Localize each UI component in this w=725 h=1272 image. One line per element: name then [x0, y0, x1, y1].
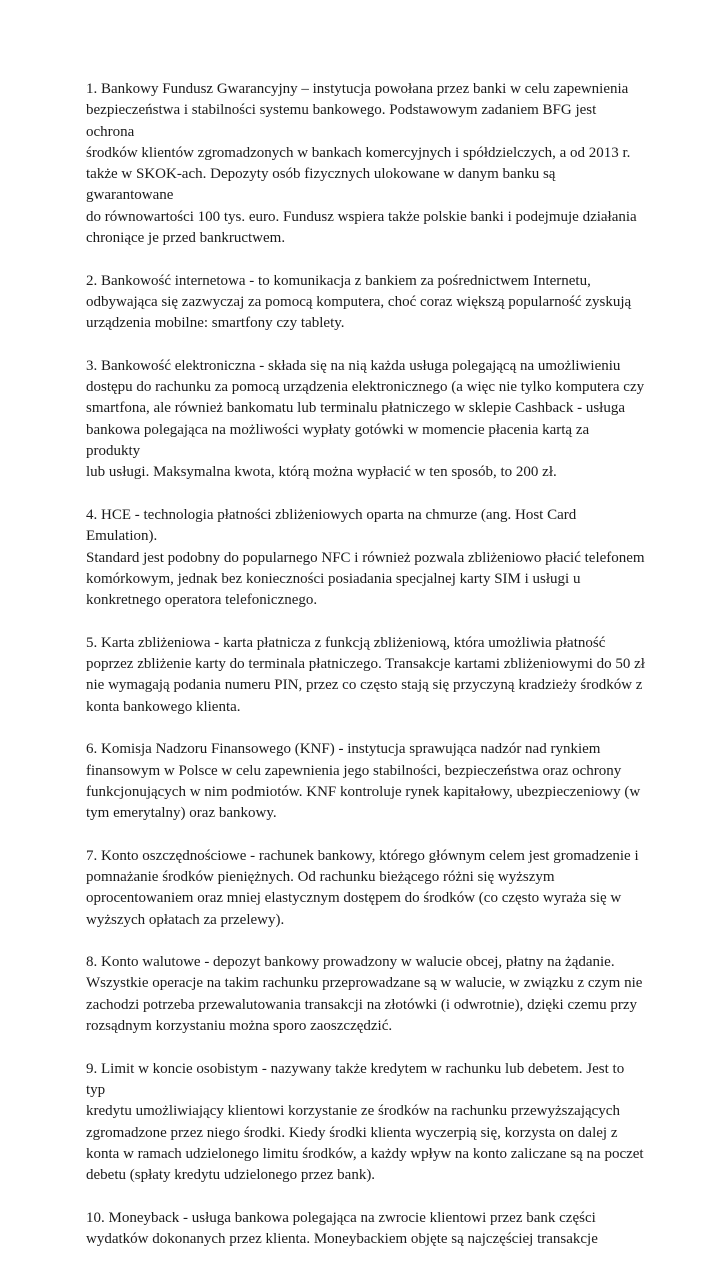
glossary-entry-savings-account: 7. Konto oszczędnościowe - rachunek bankowy, którego głównym celem jest gromadzenie i pomnażanie środków pieniężnych. Od rachunku bieżącego różni się wyższym oprocentowaniem oraz mniej elastycznym dostępem do środków (co często wyraża się w wyższych opłatach za przelewy). [86, 847, 639, 928]
glossary-entry-currency-account: 8. Konto walutowe - depozyt bankowy prowadzony w walucie obcej, płatny na żądanie. Wszystkie operacje na takim rachunku przeprowadzane są w walucie, w związku z czym nie zachodzi potrzeba przewalutowania transakcji na złotówki (i odwrotnie), dzięki czemu przy rozsądnym korzystaniu można sporo zaoszczędzić. [86, 954, 643, 1035]
glossary-entry-knf: 6. Komisja Nadzoru Finansowego (KNF) - instytucja sprawująca nadzór nad rynkiem finansowym w Polsce w celu zapewnienia jego stabilności, bezpieczeństwa oraz ochrony funkcjonujących w nim podmiotów. KNF kontroluje rynek kapitałowy, ubezpieczeniowy (w tym emerytalny) oraz bankowy. [86, 741, 641, 822]
glossary-entry-moneyback: 10. Moneyback - usługa bankowa polegająca na zwrocie klientowi przez bank części wydatków dokonanych przez klienta. Moneybackiem objęte są najczęściej transakcje [86, 1209, 598, 1248]
glossary-entry-contactless-card: 5. Karta zbliżeniowa - karta płatnicza z funkcją zbliżeniową, która umożliwia płatność poprzez zbliżenie karty do terminala płatniczego. Transakcje kartami zbliżeniowymi do 50 zł nie wymagają podania numeru PIN, przez co często stają się przyczyną kradzieży środków z konta bankowego klienta. [86, 634, 645, 715]
glossary-entry-hce: 4. HCE - technologia płatności zbliżeniowych oparta na chmurze (ang. Host Card Emulation). Standard jest podobny do popularnego NFC i również pozwala zbliżeniowo płacić telefonem komórkowym, jednak bez konieczności posiadania specjalnej karty SIM i usługi u konkretnego operatora telefonicznego. [86, 506, 645, 609]
document-page [86, 79, 646, 1272]
glossary-entry-internet-banking: 2. Bankowość internetowa - to komunikacja z bankiem za pośrednictwem Internetu, odbywająca się zazwyczaj za pomocą komputera, choć coraz większą popularność zyskują urządzenia mobilne: smartfony czy tablety. [86, 272, 632, 332]
glossary-entry-bfg: 1. Bankowy Fundusz Gwarancyjny – instytucja powołana przez banki w celu zapewnienia bezpieczeństwa i stabilności systemu bankowego. Podstawowym zadaniem BFG jest ochrona środków klientów zgromadzonych w bankach komercyjnych i spółdzielczych, a od 2013 r. także w SKOK-ach. Depozyty osób fizycznych ulokowane w danym banku są gwarantowane do równowartości 100 tys. euro. Fundusz wspiera także polskie banki i podejmuje działania chroniące je przed bankructwem. [86, 81, 637, 247]
glossary-entry-overdraft-limit: 9. Limit w koncie osobistym - nazywany także kredytem w rachunku lub debetem. Jest to typ kredytu umożliwiający klientowi korzystanie ze środków na rachunku przewyższających zgromadzone przez niego środki. Kiedy środki klienta wyczerpią się, korzysta on dalej z konta w ramach udzielonego limitu środków, a każdy wpływ na konto zaliczane są na poczet debetu (spłaty kredytu udzielonego przez bank). [86, 1060, 644, 1184]
glossary-entry-electronic-banking: 3. Bankowość elektroniczna - składa się na nią każda usługa polegającą na umożliwieniu dostępu do rachunku za pomocą urządzenia elektronicznego (a więc nie tylko komputera czy smartfona, ale również bankomatu lub terminalu płatniczego w sklepie Cashback - usługa bankowa polegająca na możliwości wypłaty gotówki w momencie płacenia kartą za produkty lub usługi. Maksymalna kwota, którą można wypłacić w ten sposób, to 200 zł. [86, 357, 645, 481]
